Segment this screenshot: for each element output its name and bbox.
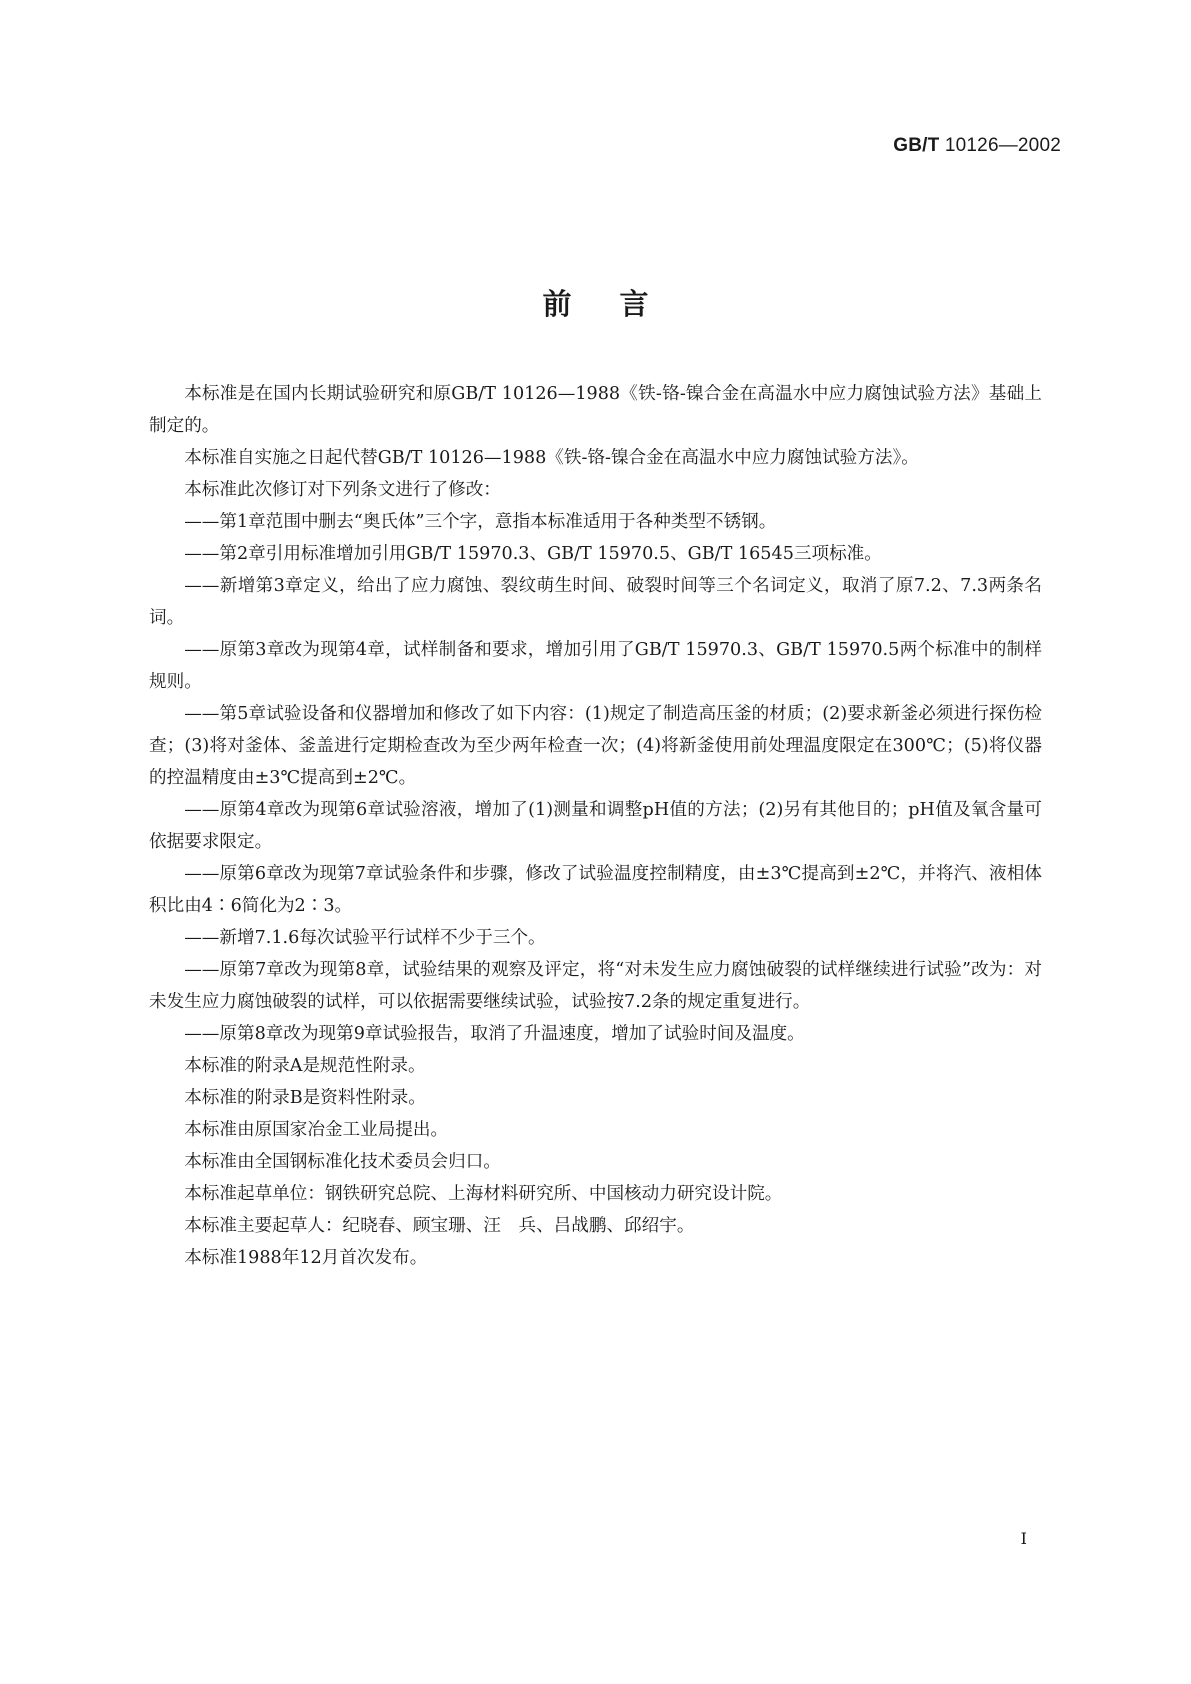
foreword-paragraph: ——新增第3章定义，给出了应力腐蚀、裂纹萌生时间、破裂时间等三个名词定义，取消了原7.2、7.3两条名词。 bbox=[149, 576, 1042, 628]
foreword-paragraph: 本标准由全国钢标准化技术委员会归口。 bbox=[184, 1152, 501, 1172]
foreword-body bbox=[149, 378, 1042, 1274]
foreword-paragraph: ——第2章引用标准增加引用GB/T 15970.3、GB/T 15970.5、GB/T 16545三项标准。 bbox=[184, 544, 882, 564]
standard-code-number: 10126—2002 bbox=[939, 135, 1061, 156]
foreword-paragraph: ——原第3章改为现第4章，试样制备和要求，增加引用了GB/T 15970.3、GB/T 15970.5两个标准中的制样规则。 bbox=[149, 640, 1042, 692]
foreword-paragraph: 本标准是在国内长期试验研究和原GB/T 10126—1988《铁-铬-镍合金在高温水中应力腐蚀试验方法》基础上制定的。 bbox=[149, 384, 1042, 436]
foreword-paragraph: 本标准的附录A是规范性附录。 bbox=[184, 1056, 426, 1076]
standard-code bbox=[893, 135, 1061, 157]
foreword-paragraph: ——第5章试验设备和仪器增加和修改了如下内容：(1)规定了制造高压釜的材质；(2)要求新釜必须进行探伤检查；(3)将对釜体、釜盖进行定期检查改为至少两年检查一次；(4)将新釜使用前处理温度限定在300℃；(5)将仪器的控温精度由±3℃提高到±2℃。 bbox=[149, 704, 1042, 788]
page-title: 前言 bbox=[542, 287, 697, 321]
foreword-paragraph: 本标准的附录B是资料性附录。 bbox=[184, 1088, 426, 1108]
foreword-paragraph: 本标准1988年12月首次发布。 bbox=[184, 1248, 428, 1268]
page-number: I bbox=[1020, 1529, 1027, 1548]
foreword-paragraph: ——第1章范围中删去“奥氏体”三个字，意指本标准适用于各种类型不锈钢。 bbox=[184, 512, 777, 532]
foreword-paragraph: ——原第6章改为现第7章试验条件和步骤，修改了试验温度控制精度，由±3℃提高到±2℃，并将汽、液相体积比由4∶6简化为2∶3。 bbox=[149, 864, 1042, 916]
foreword-paragraph: 本标准主要起草人：纪晓春、顾宝珊、汪 兵、吕战鹏、邱绍宇。 bbox=[184, 1216, 695, 1236]
foreword-paragraph: 本标准由原国家冶金工业局提出。 bbox=[184, 1120, 449, 1140]
foreword-paragraph: 本标准自实施之日起代替GB/T 10126—1988《铁-铬-镍合金在高温水中应力腐蚀试验方法》。 bbox=[184, 448, 919, 468]
foreword-paragraph: ——原第4章改为现第6章试验溶液，增加了(1)测量和调整pH值的方法；(2)另有其他目的；pH值及氧含量可依据要求限定。 bbox=[149, 800, 1042, 852]
foreword-paragraph: ——原第8章改为现第9章试验报告，取消了升温速度，增加了试验时间及温度。 bbox=[184, 1024, 805, 1044]
standard-code-prefix: GB/T bbox=[893, 135, 940, 156]
foreword-paragraph: 本标准此次修订对下列条文进行了修改： bbox=[184, 480, 501, 500]
foreword-paragraph: ——原第7章改为现第8章，试验结果的观察及评定，将“对未发生应力腐蚀破裂的试样继续进行试验”改为：对未发生应力腐蚀破裂的试样，可以依据需要继续试验，试验按7.2条的规定重复进行。 bbox=[149, 960, 1042, 1012]
foreword-paragraph: ——新增7.1.6每次试验平行试样不少于三个。 bbox=[184, 928, 546, 948]
foreword-paragraph: 本标准起草单位：钢铁研究总院、上海材料研究所、中国核动力研究设计院。 bbox=[184, 1184, 783, 1204]
